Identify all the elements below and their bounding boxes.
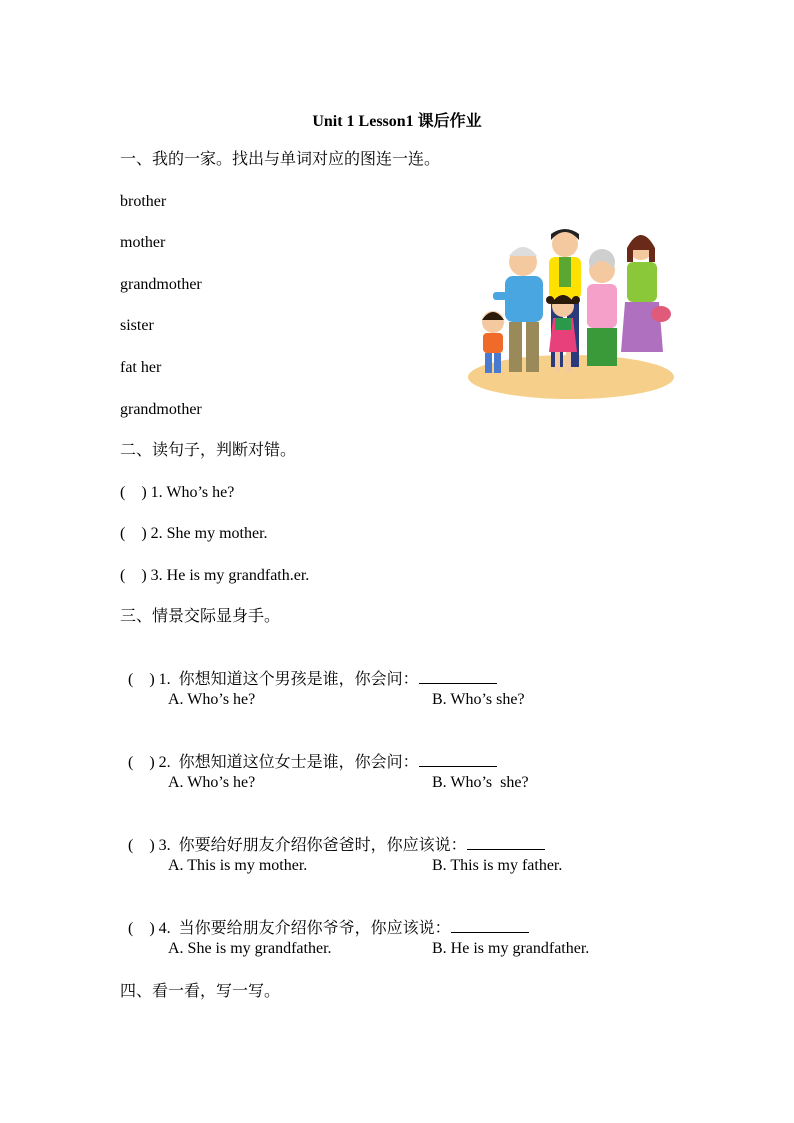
q4-option-a: A. She is my grandfather. [168,940,332,957]
question-1-text: ( ) 1. 你想知道这个男孩是谁，你会问： [128,671,419,688]
answer-blank-4[interactable] [451,918,529,933]
section4-heading: 四、看一看，写一写。 [120,983,281,1000]
question-3 [120,815,545,856]
word-mother: mother [120,234,166,251]
mother-figure [621,235,671,352]
judge-item-3: ( ) 3. He is my grandfath.er. [120,567,310,584]
q3-option-b: B. This is my father. [432,857,563,874]
judge-item-1: ( ) 1. Who’s he? [120,484,235,501]
question-4-text: ( ) 4. 当你要给朋友介绍你爷爷，你应该说： [128,920,451,937]
answer-blank-2[interactable] [419,752,497,767]
judge-item-2: ( ) 2. She my mother. [120,525,268,542]
q1-option-b: B. Who’s she? [432,691,525,708]
word-sister: sister [120,317,154,334]
q2-option-a: A. Who’s he? [168,774,256,791]
grandma-figure [587,249,617,366]
answer-blank-1[interactable] [419,669,497,684]
question-2-text: ( ) 2. 你想知道这位女士是谁，你会问： [128,754,419,771]
answer-blank-3[interactable] [467,835,545,850]
question-1 [120,649,497,690]
q2-option-b: B. Who’s she? [432,774,529,791]
q1-option-a: A. Who’s he? [168,691,256,708]
word-father: fat her [120,359,162,376]
question-2 [120,732,497,773]
q4-option-b: B. He is my grandfather. [432,940,590,957]
q3-option-a: A. This is my mother. [168,857,308,874]
section2-heading: 二、读句子，判断对错。 [120,442,297,459]
section1-heading: 一、我的一家。找出与单词对应的图连一连。 [120,151,441,168]
question-3-text: ( ) 3. 你要给好朋友介绍你爸爸时，你应该说： [128,837,467,854]
section3-heading: 三、情景交际显身手。 [120,608,281,625]
word-grandmother-2: grandmother [120,401,202,418]
family-illustration [465,222,677,402]
page-title: Unit 1 Lesson1 课后作业 [312,113,482,130]
word-brother: brother [120,193,167,210]
question-4 [120,898,529,939]
word-grandmother: grandmother [120,276,202,293]
